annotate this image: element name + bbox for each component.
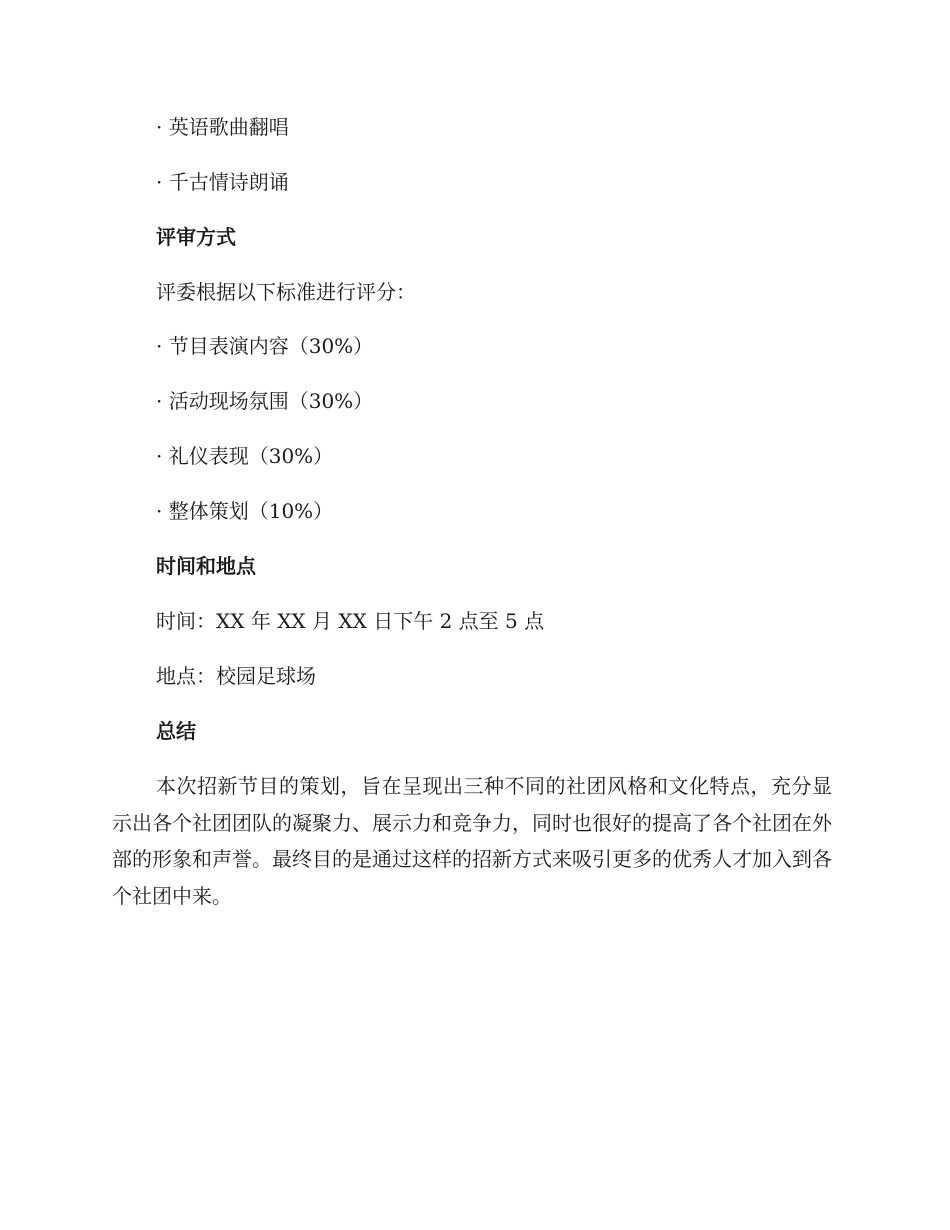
list-item-poetry-recital: · 千古情诗朗诵 bbox=[156, 170, 289, 194]
criteria-item-etiquette: · 礼仪表现（30%） bbox=[156, 444, 334, 468]
list-item-english-song: · 英语歌曲翻唱 bbox=[156, 115, 289, 139]
section-heading-summary: 总结 bbox=[156, 719, 196, 743]
criteria-item-content: · 节目表演内容（30%） bbox=[156, 334, 374, 358]
review-intro-text: 评委根据以下标准进行评分： bbox=[156, 280, 416, 304]
place-text: 地点：校园足球场 bbox=[156, 664, 316, 688]
section-heading-time-place: 时间和地点 bbox=[156, 554, 256, 578]
criteria-item-planning: · 整体策划（10%） bbox=[156, 499, 334, 523]
section-heading-review: 评审方式 bbox=[156, 225, 236, 249]
time-text: 时间：XX 年 XX 月 XX 日下午 2 点至 5 点 bbox=[156, 609, 545, 633]
summary-paragraph: 本次招新节目的策划，旨在呈现出三种不同的社团风格和文化特点，充分显示出各个社团团队的凝聚力、展示力和竞争力，同时也很好的提高了各个社团在外部的形象和声誉。最终目的是通过这样的招新方式来吸引更多的优秀人才加入到各个社团中来。 bbox=[112, 774, 832, 909]
criteria-item-atmosphere: · 活动现场氛围（30%） bbox=[156, 389, 374, 413]
